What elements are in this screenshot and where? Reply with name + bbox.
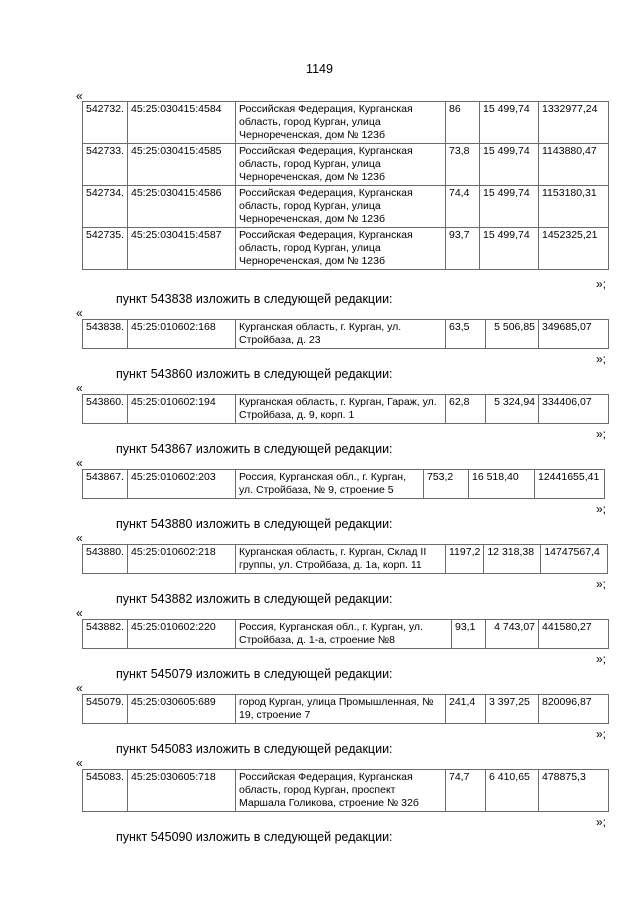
cadastral-cost: 820096,87 <box>539 695 609 724</box>
address: Российская Федерация, Курганская область, город Курган, улица Чернореченская, дом № 123б <box>236 186 446 228</box>
row-number: 543882. <box>83 620 128 649</box>
closing-quote: »; <box>596 727 607 741</box>
opening-quote: « <box>76 606 83 620</box>
cadastral-cost: 14747567,4 <box>541 545 608 574</box>
cadastral-number: 45:25:010602:220 <box>128 620 236 649</box>
area: 241,4 <box>446 695 486 724</box>
area: 73,8 <box>446 144 480 186</box>
area: 62,8 <box>446 395 486 424</box>
amendment-heading: пункт 543838 изложить в следующей редакции: <box>116 292 393 306</box>
row-number: 542733. <box>83 144 128 186</box>
opening-quote: « <box>76 531 83 545</box>
cadastral-cost: 478875,3 <box>539 770 609 812</box>
cadastral-cost: 1153180,31 <box>539 186 609 228</box>
unit-price: 5 324,94 <box>486 395 539 424</box>
unit-price: 4 743,07 <box>486 620 539 649</box>
amendment-heading: пункт 545090 изложить в следующей редакции: <box>116 830 393 844</box>
area: 86 <box>446 102 480 144</box>
row-number: 543867. <box>83 470 128 499</box>
area: 1197,2 <box>446 545 484 574</box>
table-row <box>83 620 609 649</box>
opening-quote: « <box>76 681 83 695</box>
area: 74,4 <box>446 186 480 228</box>
unit-price: 3 397,25 <box>486 695 539 724</box>
table-row <box>83 228 609 270</box>
cadastral-number: 45:25:010602:194 <box>128 395 236 424</box>
row-number: 545079. <box>83 695 128 724</box>
cadastral-cost: 441580,27 <box>539 620 609 649</box>
closing-quote: »; <box>596 577 607 591</box>
cadastral-number: 45:25:030415:4586 <box>128 186 236 228</box>
row-number: 542732. <box>83 102 128 144</box>
row-number: 543838. <box>83 320 128 349</box>
opening-quote: « <box>76 89 83 103</box>
cadastral-number: 45:25:030605:689 <box>128 695 236 724</box>
property-table <box>82 619 609 649</box>
cadastral-number: 45:25:010602:168 <box>128 320 236 349</box>
unit-price: 15 499,74 <box>480 186 539 228</box>
closing-quote: »; <box>596 815 607 829</box>
cadastral-number: 45:25:030415:4584 <box>128 102 236 144</box>
address: Российская Федерация, Курганская область, город Курган, улица Чернореченская, дом № 123б <box>236 228 446 270</box>
address: город Курган, улица Промышленная, № 19, строение 7 <box>236 695 446 724</box>
row-number: 542734. <box>83 186 128 228</box>
unit-price: 5 506,85 <box>486 320 539 349</box>
area: 63,5 <box>446 320 486 349</box>
opening-quote: « <box>76 756 83 770</box>
address: Российская Федерация, Курганская область, город Курган, улица Чернореченская, дом № 123б <box>236 102 446 144</box>
closing-quote: »; <box>596 277 607 291</box>
amendment-heading: пункт 543860 изложить в следующей редакции: <box>116 367 393 381</box>
table-row <box>83 395 609 424</box>
property-table <box>82 101 609 270</box>
unit-price: 15 499,74 <box>480 144 539 186</box>
unit-price: 6 410,65 <box>486 770 539 812</box>
opening-quote: « <box>76 306 83 320</box>
amendment-heading: пункт 543880 изложить в следующей редакции: <box>116 517 393 531</box>
property-table <box>82 394 609 424</box>
opening-quote: « <box>76 381 83 395</box>
property-table <box>82 319 609 349</box>
amendment-heading: пункт 545083 изложить в следующей редакции: <box>116 742 393 756</box>
table-row <box>83 770 609 812</box>
row-number: 545083. <box>83 770 128 812</box>
address: Российская Федерация, Курганская область, город Курган, улица Чернореченская, дом № 123б <box>236 144 446 186</box>
unit-price: 15 499,74 <box>480 102 539 144</box>
area: 93,1 <box>452 620 486 649</box>
address: Российская Федерация, Курганская область, город Курган, проспект Маршала Голикова, строение № 32б <box>236 770 446 812</box>
area: 753,2 <box>424 470 469 499</box>
cadastral-cost: 349685,07 <box>539 320 609 349</box>
unit-price: 16 518,40 <box>469 470 535 499</box>
closing-quote: »; <box>596 352 607 366</box>
amendment-heading: пункт 543867 изложить в следующей редакции: <box>116 442 393 456</box>
cadastral-number: 45:25:010602:203 <box>128 470 236 499</box>
cadastral-cost: 334406,07 <box>539 395 609 424</box>
property-table <box>82 469 605 499</box>
area: 93,7 <box>446 228 480 270</box>
address: Курганская область, г. Курган, ул. Стройбаза, д. 23 <box>236 320 446 349</box>
table-row <box>83 186 609 228</box>
row-number: 542735. <box>83 228 128 270</box>
table-row <box>83 320 609 349</box>
address: Россия, Курганская обл., г. Курган, ул. Стройбаза, д. 1-а, строение №8 <box>236 620 452 649</box>
address: Курганская область, г. Курган, Гараж, ул. Стройбаза, д. 9, корп. 1 <box>236 395 446 424</box>
closing-quote: »; <box>596 652 607 666</box>
table-row <box>83 144 609 186</box>
amendment-heading: пункт 543882 изложить в следующей редакции: <box>116 592 393 606</box>
address: Курганская область, г. Курган, Склад II группы, ул. Стройбаза, д. 1а, корп. 11 <box>236 545 446 574</box>
closing-quote: »; <box>596 502 607 516</box>
cadastral-cost: 1143880,47 <box>539 144 609 186</box>
table-row <box>83 470 605 499</box>
table-row <box>83 545 608 574</box>
address: Россия, Курганская обл., г. Курган, ул. Стройбаза, № 9, строение 5 <box>236 470 424 499</box>
cadastral-number: 45:25:030605:718 <box>128 770 236 812</box>
cadastral-cost: 1452325,21 <box>539 228 609 270</box>
opening-quote: « <box>76 456 83 470</box>
area: 74,7 <box>446 770 486 812</box>
cadastral-number: 45:25:030415:4587 <box>128 228 236 270</box>
table-row <box>83 695 609 724</box>
row-number: 543860. <box>83 395 128 424</box>
cadastral-number: 45:25:030415:4585 <box>128 144 236 186</box>
property-table <box>82 544 608 574</box>
cadastral-number: 45:25:010602:218 <box>128 545 236 574</box>
property-table <box>82 769 609 812</box>
amendment-heading: пункт 545079 изложить в следующей редакции: <box>116 667 393 681</box>
unit-price: 12 318,38 <box>484 545 541 574</box>
cadastral-cost: 12441655,41 <box>535 470 605 499</box>
closing-quote: »; <box>596 427 607 441</box>
unit-price: 15 499,74 <box>480 228 539 270</box>
property-table <box>82 694 609 724</box>
cadastral-cost: 1332977,24 <box>539 102 609 144</box>
page-number: 1149 <box>306 62 333 76</box>
row-number: 543880. <box>83 545 128 574</box>
table-row <box>83 102 609 144</box>
